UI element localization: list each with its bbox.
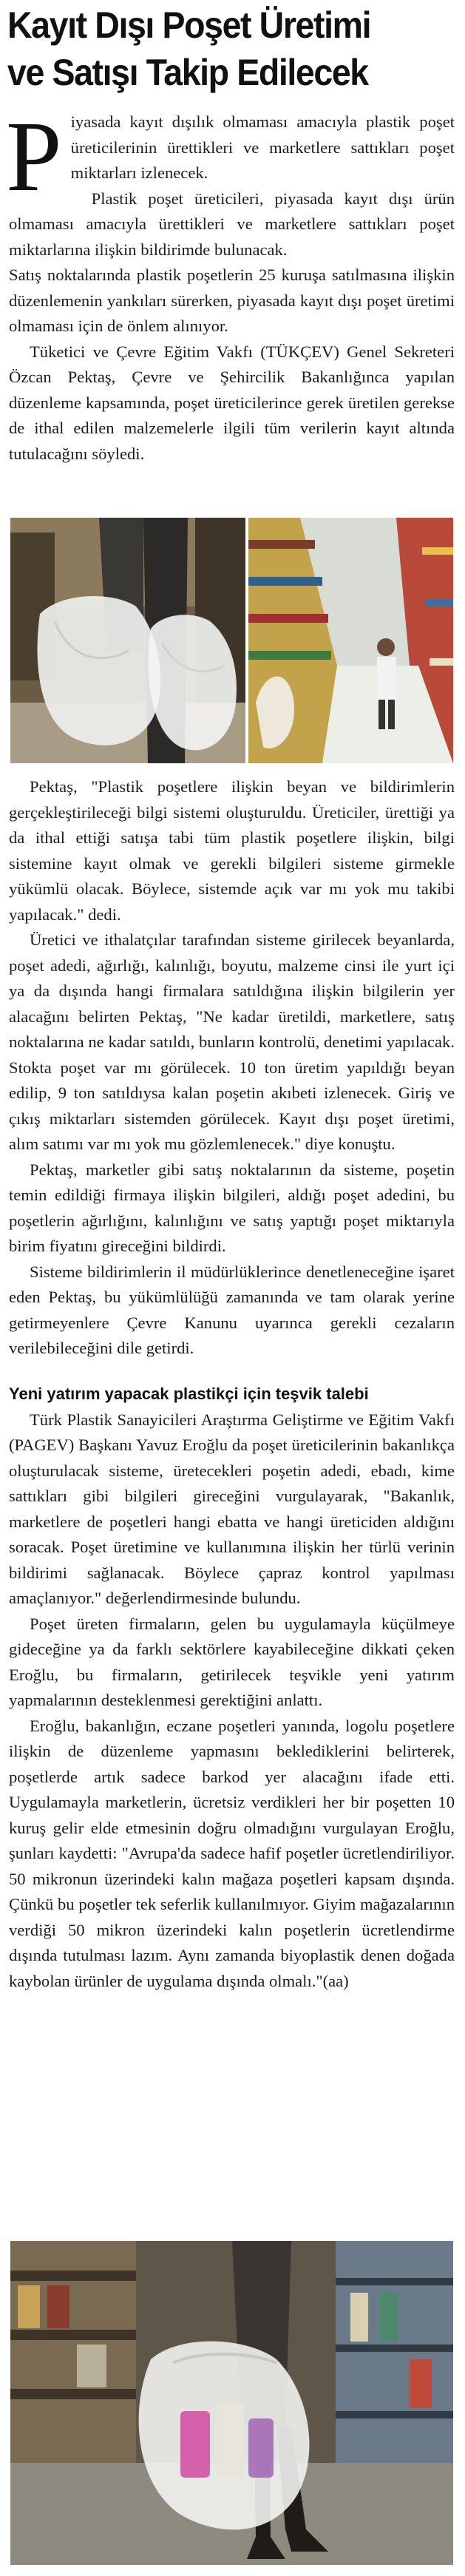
paragraph: Türk Plastik Sanayicileri Araştırma Geliştirme ve Eğitim Vakfı (PAGEV) Başkanı Yavuz Eroğlu da poşet üreticilerinin bakanlıkça oluşturulacak sisteme, üretecekleri poşetin adedi, ebadı, kime sattıkları gibi bilgileri gireceğini vurgulayarak, "Bakanlık, marketlere de poşetleri hangi ebatta ve hangi üreticiden aldığını soracak. Poşet üretimine ve kullanımına ilişkin her türlü verinin bildirimi sağlanacak. Böylece çapraz kontrol yapılması amaçlanıyor." değerlendirmesinde bulundu. bbox=[9, 1410, 455, 1607]
headline-line-1: Kayıt Dışı Poşet Üretimi bbox=[7, 4, 371, 46]
paragraph: Plastik poşet üreticileri, piyasada kayıt dışı ürün olmaması amacıyla ürettikleri ve marketlere sattıkları poşet miktarlarına ilişkin bildirimde bulunacak. bbox=[9, 189, 455, 259]
paragraph: Eroğlu, bakanlığın, eczane poşetleri yanında, logolu poşetlere ilişkin de düzenleme yapmasını beklediklerini belirterek, poşetlerde artık sadece barkod yer alacağını ifade etti. Uygulamayla marketlerin, ücretsiz verdikleri her bir poşetten 10 kuruş gelir elde etmesinin doğru olmadığını vurgulayan Eroğlu, şunları kaydetti: "Avrupa'da sadece hafif poşetler ücretlendiriliyor. 50 mikronun üzerindeki kalın mağaza poşetleri kapsam dışında. Çünkü bu poşetler tek seferlik kullanılmıyor. Giyim mağazalarının verdiği 50 mikron üzerindeki kalın poşetlerin ücretlendirme dışında tutulması lazım. Aynı zamanda biyoplastik denen doğada kaybolan ürünler de uygulama dışında olmalı."(aa) bbox=[9, 1716, 455, 1990]
paragraph: Üretici ve ithalatçılar tarafından sisteme girilecek beyanlarda, poşet adedi, ağırlığı, kalınlığı, boyutu, malzeme cinsi ile yurt içi ya da dışında hangi firmalara satıldığına ilişkin bilgilerin yer alacağını belirten Pektaş, "Ne kadar üretildi, marketlere, satış noktalarına ne kadar satıldı, bunların kontrolü, denetimi yapılacak. Stokta poşet var mı görülecek. 10 ton üretim yapıldığı beyan edilip, 9 ton satıldıysa kalan poşetin akıbeti izlenecek. Giriş ve çıkış miktarları sistemden görülecek. Kayıt dışı poşet üretimi, alım satımı var mı yok mu gözlemlenecek." diye konuştu. bbox=[9, 930, 455, 1153]
headline-line-2: ve Satışı Takip Edilecek bbox=[7, 52, 368, 93]
subheading: Yeni yatırım yapacak plastikçi için teşvik talebi bbox=[9, 1384, 369, 1403]
body-middle bbox=[9, 774, 455, 1994]
paragraph: Tüketici ve Çevre Eğitim Vakfı (TÜKÇEV) Genel Sekreteri Özcan Pektaş, Çevre ve Şehircilik Bakanlığınca yapılan düzenleme kapsamında, poşet üreticilerince gerek üretilen gerekse de ithal edilen malzemelerle ilgili tüm verilerin kayıt altında tutulacağını söyledi. bbox=[9, 342, 455, 463]
body-top bbox=[6, 101, 455, 467]
paragraph: Satış noktalarında plastik poşetlerin 25 kuruşa satılmasına ilişkin düzenlemenin yankıları sürerken, piyasada kayıt dışı poşet üretimi olmaması için de önlem alınıyor. bbox=[9, 266, 455, 335]
headline bbox=[7, 1, 428, 96]
paragraph: Pektaş, marketler gibi satış noktalarının da sisteme, poşetin temin edildiği firmaya ilişkin bilgileri, aldığı poşet adedini, bu poşetlerin ağırlığını, kalınlığını ve satış yaptığı poşet miktarıyla birim fiyatını gireceğini bildirdi. bbox=[9, 1160, 455, 1255]
photo-supermarket-aisle bbox=[248, 518, 453, 763]
paragraph: iyasada kayıt dışılık olmaması amacıyla plastik poşet üreticilerinin ürettikleri ve marketlere sattıkları poşet miktarları izlenecek. bbox=[70, 112, 455, 182]
paragraph: Pektaş, "Plastik poşetlere ilişkin beyan ve bildirimlerin gerçekleştirileceği bilgi sistemi oluşturuldu. Üreticiler, ürettiği ya da ithal ettiği satışa tabi tüm plastik poşetlere ilişkin, bilgi sistemine kayıt olmak ve gerekli bilgileri sisteme girmekle yükümlü olacak. Böylece, sistemde açık var mı yok mu takibi yapılacak." dedi. bbox=[9, 777, 455, 924]
photo-shopping-bags bbox=[10, 518, 245, 763]
photo-shopper-with-bag bbox=[10, 2241, 453, 2565]
paragraph: Sisteme bildirimlerin il müdürlüklerince denetleneceğine işaret eden Pektaş, bu yükümlülüğü zamanında ve tam olarak yerine getirmeyenlere Çevre Kanunu uyarınca gerekli cezaların verilebileceğini dile getirdi. bbox=[9, 1262, 455, 1357]
paragraph: Poşet üreten firmaların, gelen bu uygulamayla küçülmeye gideceğine ya da farklı sektörlere kayabileceğine dikkati çeken Eroğlu, bu firmaların, getirilecek teşvikle yeni yatırım yapmalarının desteklenmesi gerektiğini anlattı. bbox=[9, 1614, 455, 1709]
drop-cap: P bbox=[6, 101, 62, 212]
